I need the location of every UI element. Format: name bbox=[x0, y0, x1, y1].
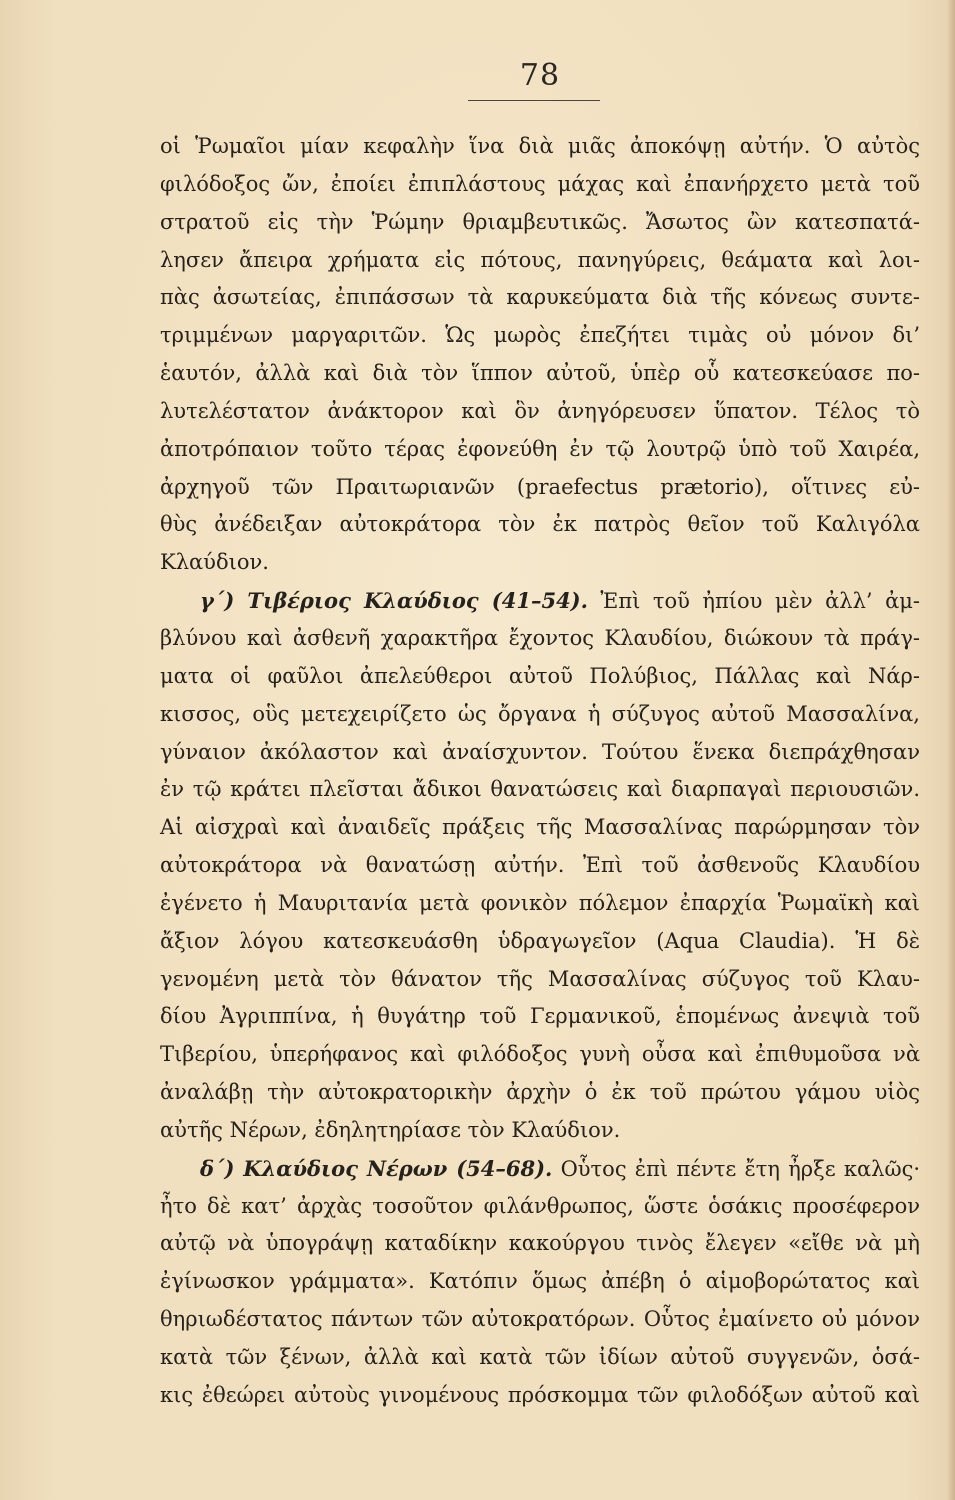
line-text: φιλόδοξος ὤν, ἐποίει ἐπιπλάστους μάχας καὶ ἐπανήρχετο μετὰ τοῦ bbox=[160, 171, 920, 196]
text-line bbox=[160, 771, 920, 809]
text-line bbox=[160, 506, 920, 544]
section-heading: γ΄) Τιβέριος Κλαύδιος (41–54). bbox=[200, 588, 588, 614]
line-text: γύναιον ἀκόλαστον καὶ ἀναίσχυντον. Τούτου ἕνεκα διεπράχθησαν bbox=[160, 739, 920, 764]
line-text: Οὗτος ἐπὶ πέντε ἔτη ἦρξε καλῶς· bbox=[552, 1156, 920, 1181]
line-text: βλύνου καὶ ἀσθενῆ χαρακτῆρα ἔχοντος Κλαυδίου, διώκουν τὰ πράγ- bbox=[160, 625, 920, 650]
line-text: Αἱ αἰσχραὶ καὶ ἀναιδεῖς πράξεις τῆς Μασσαλίνας παρώρμησαν τὸν bbox=[160, 815, 920, 840]
text-line bbox=[160, 998, 920, 1036]
text-line bbox=[160, 809, 920, 847]
line-text: θηριωδέστατος πάντων τῶν αὐτοκρατόρων. Οὗτος ἐμαίνετο οὐ μόνον bbox=[160, 1307, 920, 1332]
text-line bbox=[160, 1377, 920, 1415]
text-line bbox=[160, 885, 920, 923]
text-line bbox=[160, 393, 920, 431]
section-heading-line bbox=[160, 1150, 920, 1188]
text-line bbox=[160, 961, 920, 999]
line-text: Κλαύδιον. bbox=[160, 550, 269, 575]
line-text: ἀρχηγοῦ τῶν Πραιτωριανῶν (praefectus prætorio), οἵτινες εὐ- bbox=[160, 474, 920, 499]
line-text: οἱ Ῥωμαῖοι μίαν κεφαλὴν ἵνα διὰ μιᾶς ἀποκόψῃ αὐτήν. Ὁ αὐτὸς bbox=[160, 134, 920, 158]
page-edge-shadow bbox=[947, 0, 955, 1500]
line-text: γενομένη μετὰ τὸν θάνατον τῆς Μασσαλίνας σύζυγος τοῦ Κλαυ- bbox=[160, 966, 920, 991]
body-text bbox=[160, 128, 920, 1415]
text-line bbox=[160, 431, 920, 469]
line-text: ἦτο δὲ κατ’ ἀρχὰς τοσοῦτον φιλάνθρωπος, ὥστε ὁσάκις προσέφερον bbox=[160, 1193, 920, 1218]
line-text: αὐτοκράτορα νὰ θανατώσῃ αὐτήν. Ἐπὶ τοῦ ἀσθενοῦς Κλαυδίου bbox=[160, 853, 920, 878]
text-line bbox=[160, 128, 920, 166]
line-text: αὐτῆς Νέρων, ἐδηλητηρίασε τὸν Κλαύδιον. bbox=[160, 1117, 621, 1142]
text-line bbox=[160, 204, 920, 242]
text-line bbox=[160, 469, 920, 507]
line-text: ματα οἱ φαῦλοι ἀπελεύθεροι αὐτοῦ Πολύβιος, Πάλλας καὶ Νάρ- bbox=[160, 663, 920, 688]
text-line bbox=[160, 1301, 920, 1339]
line-text: ἐγένετο ἡ Μαυριτανία μετὰ φονικὸν πόλεμον ἐπαρχία Ῥωμαϊκὴ καὶ bbox=[160, 890, 920, 915]
section-heading: δ΄) Κλαύδιος Νέρων (54–68). bbox=[200, 1155, 553, 1181]
text-line bbox=[160, 317, 920, 355]
line-text: ἐγίνωσκον γράμματα». Κατόπιν ὅμως ἀπέβη ὁ αἱμοβορώτατος καὶ bbox=[160, 1269, 920, 1294]
line-text: ἐν τῷ κράτει πλεῖσται ἄδικοι θανατώσεις καὶ διαρπαγαὶ περιουσιῶν. bbox=[160, 777, 920, 802]
text-line bbox=[160, 279, 920, 317]
line-text: κισσος, οὓς μετεχειρίζετο ὡς ὄργανα ἡ σύζυγος αὐτοῦ Μασσαλίνα, bbox=[160, 701, 920, 726]
text-line bbox=[160, 355, 920, 393]
line-text: στρατοῦ εἰς τὴν Ῥώμην θριαμβευτικῶς. Ἄσωτος ὢν κατεσπατά- bbox=[160, 209, 920, 234]
text-line bbox=[160, 1263, 920, 1301]
page-number: 78 bbox=[519, 58, 561, 93]
text-line bbox=[160, 1188, 920, 1226]
text-line bbox=[160, 696, 920, 734]
line-text: ἄξιον λόγου κατεσκευάσθη ὑδραγωγεῖον (Aqua Claudia). Ἡ δὲ bbox=[160, 928, 920, 953]
text-line bbox=[160, 620, 920, 658]
line-text: ἀναλάβῃ τὴν αὐτοκρατορικὴν ἀρχὴν ὁ ἐκ τοῦ πρώτου γάμου υἱὸς bbox=[160, 1080, 920, 1105]
line-text: Τιβερίου, ὑπερήφανος καὶ φιλόδοξος γυνὴ οὖσα καὶ ἐπιθυμοῦσα νὰ bbox=[160, 1042, 920, 1067]
section-heading-line bbox=[160, 582, 920, 620]
text-line bbox=[160, 1112, 920, 1150]
line-text: θὺς ἀνέδειξαν αὐτοκράτορα τὸν ἐκ πατρὸς θεῖον τοῦ Καλιγόλα bbox=[160, 512, 920, 537]
line-text: δίου Ἀγριππίνα, ἡ θυγάτηρ τοῦ Γερμανικοῦ, ἑπομένως ἀνεψιὰ τοῦ bbox=[160, 1004, 920, 1029]
line-text: αὐτῷ νὰ ὑπογράψῃ καταδίκην κακούργου τινὸς ἔλεγεν «εἴθε νὰ μὴ bbox=[160, 1231, 920, 1256]
text-line bbox=[160, 923, 920, 961]
line-text: Ἐπὶ τοῦ ἠπίου μὲν ἀλλ’ ἀμ- bbox=[587, 589, 920, 614]
page-number-rule bbox=[468, 100, 600, 101]
text-line bbox=[160, 166, 920, 204]
text-line bbox=[160, 1225, 920, 1263]
line-text: πὰς ἀσωτείας, ἐπιπάσσων τὰ καρυκεύματα διὰ τῆς κόνεως συντε- bbox=[160, 285, 920, 310]
line-text: τριμμένων μαργαριτῶν. Ὡς μωρὸς ἐπεζήτει τιμὰς οὐ μόνον δι’ bbox=[160, 323, 920, 348]
line-text: κατὰ τῶν ξένων, ἀλλὰ καὶ κατὰ τῶν ἰδίων αὐτοῦ συγγενῶν, ὁσά- bbox=[160, 1345, 920, 1369]
line-text: λυτελέστατον ἀνάκτορον καὶ ὃν ἀνηγόρευσεν ὕπατον. Τέλος τὸ bbox=[160, 398, 920, 423]
line-text: κις ἐθεώρει αὐτοὺς γινομένους πρόσκομμα τῶν φιλοδόξων αὐτοῦ καὶ bbox=[160, 1382, 920, 1407]
line-text: ἑαυτόν, ἀλλὰ καὶ διὰ τὸν ἵππον αὐτοῦ, ὑπὲρ οὗ κατεσκεύασε πο- bbox=[160, 361, 920, 386]
text-line bbox=[160, 544, 920, 582]
line-text: ἀποτρόπαιον τοῦτο τέρας ἐφονεύθη ἐν τῷ λουτρῷ ὑπὸ τοῦ Χαιρέα, bbox=[160, 436, 920, 461]
text-line bbox=[160, 658, 920, 696]
text-line bbox=[160, 734, 920, 772]
text-line bbox=[160, 847, 920, 885]
text-line bbox=[160, 1074, 920, 1112]
text-line bbox=[160, 1036, 920, 1074]
text-line bbox=[160, 1339, 920, 1377]
line-text: λησεν ἄπειρα χρήματα εἰς πότους, πανηγύρεις, θεάματα καὶ λοι- bbox=[160, 247, 920, 272]
text-line bbox=[160, 242, 920, 280]
